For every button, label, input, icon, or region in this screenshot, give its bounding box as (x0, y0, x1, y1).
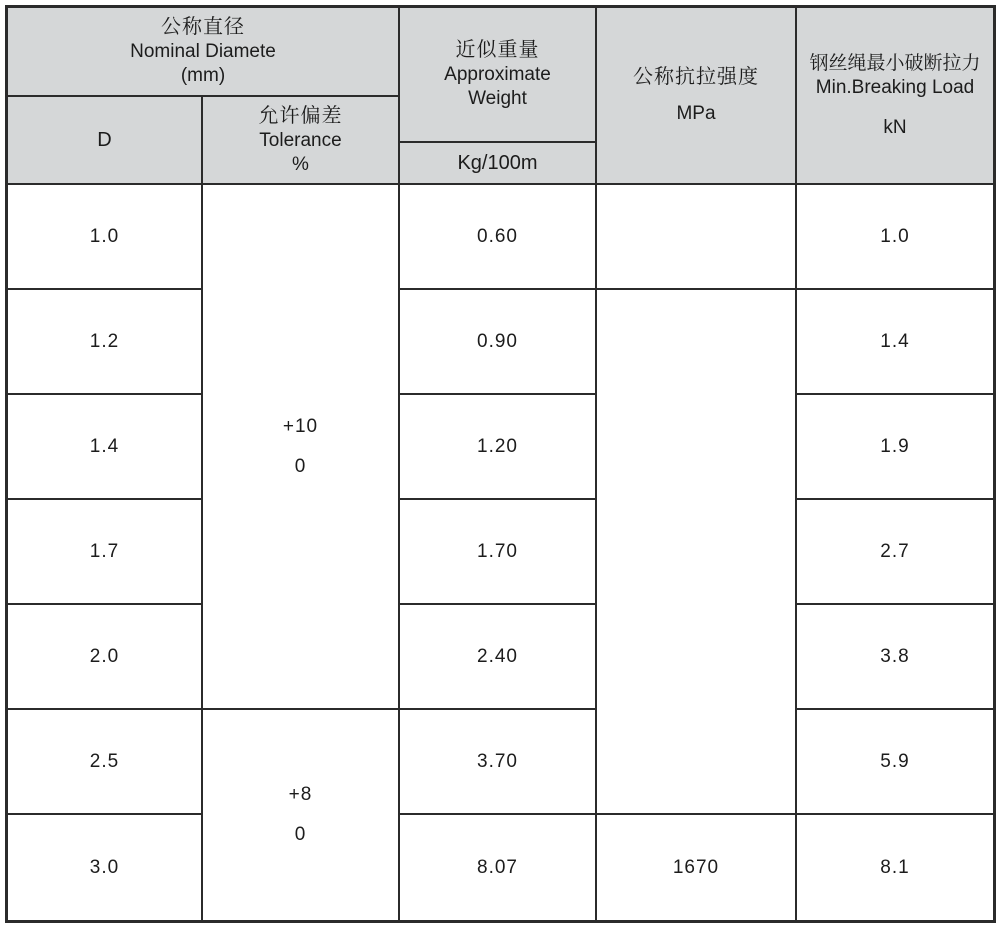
header-kg-per-100m (400, 143, 597, 185)
breaking-load-value: 1.4 (880, 330, 910, 352)
header-tolerance-zh: 允许偏差 (258, 104, 343, 127)
diameter-value: 3.0 (89, 856, 120, 878)
spec-table (5, 5, 996, 923)
header-breaking-load-zh: 钢丝绳最小破断拉力 (809, 53, 981, 74)
header-breaking-load-unit: kN (883, 117, 907, 138)
header-approximate-weight-en2: Weight (468, 88, 527, 109)
cell-tolerance-group1 (203, 185, 400, 710)
header-nominal-diameter-unit: (mm) (180, 65, 226, 86)
diameter-value: 2.5 (89, 750, 120, 772)
cell-weight-row3 (400, 395, 597, 500)
tensile-strength-value: 1670 (672, 856, 720, 878)
header-nominal-diameter-zh: 公称直径 (161, 16, 245, 38)
header-tolerance-unit: % (292, 153, 309, 175)
cell-diameter-row7 (8, 815, 203, 920)
weight-value: 8.07 (477, 856, 518, 878)
cell-diameter-row5 (8, 605, 203, 710)
cell-breaking-load-row5 (797, 605, 993, 710)
cell-breaking-load-row7 (797, 815, 993, 920)
header-tensile-strength (597, 8, 797, 185)
header-tensile-strength-unit: MPa (676, 103, 716, 124)
header-d-label: D (97, 129, 112, 151)
cell-tensile-value (597, 815, 797, 920)
weight-value: 1.70 (477, 540, 518, 562)
cell-tolerance-group2 (203, 710, 400, 920)
header-tensile-strength-zh: 公称抗拉强度 (633, 66, 759, 88)
cell-breaking-load-row3 (797, 395, 993, 500)
diameter-value: 1.2 (89, 330, 120, 352)
weight-value: 3.70 (477, 750, 518, 772)
header-breaking-load (797, 8, 993, 185)
cell-breaking-load-row6 (797, 710, 993, 815)
cell-weight-row5 (400, 605, 597, 710)
diameter-value: 1.7 (89, 540, 120, 562)
header-nominal-diameter (8, 8, 400, 97)
cell-weight-row2 (400, 290, 597, 395)
cell-tensile-empty-rows2-6 (597, 290, 797, 815)
cell-diameter-row1 (8, 185, 203, 290)
breaking-load-value: 1.0 (880, 225, 910, 247)
header-d (8, 97, 203, 185)
breaking-load-value: 8.1 (880, 856, 910, 878)
cell-diameter-row2 (8, 290, 203, 395)
tolerance-lower: 0 (294, 824, 307, 845)
header-nominal-diameter-en: Nominal Diamete (130, 41, 276, 62)
weight-value: 0.60 (477, 225, 518, 247)
header-tolerance (203, 97, 400, 185)
cell-breaking-load-row4 (797, 500, 993, 605)
cell-tensile-empty-row1 (597, 185, 797, 290)
diameter-value: 1.4 (89, 435, 120, 457)
header-breaking-load-en: Min.Breaking Load (815, 77, 975, 98)
header-kg-per-100m-label: Kg/100m (457, 152, 538, 174)
weight-value: 1.20 (477, 435, 518, 457)
diameter-value: 2.0 (89, 645, 120, 667)
cell-diameter-row4 (8, 500, 203, 605)
breaking-load-value: 3.8 (880, 645, 910, 667)
cell-diameter-row3 (8, 395, 203, 500)
cell-weight-row7 (400, 815, 597, 920)
cell-weight-row4 (400, 500, 597, 605)
weight-value: 0.90 (477, 330, 518, 352)
weight-value: 2.40 (477, 645, 518, 667)
tolerance-lower: 0 (294, 455, 307, 477)
breaking-load-value: 5.9 (880, 750, 910, 772)
cell-breaking-load-row1 (797, 185, 993, 290)
header-tolerance-en: Tolerance (259, 129, 342, 151)
header-approximate-weight (400, 8, 597, 143)
breaking-load-value: 1.9 (880, 435, 910, 457)
cell-breaking-load-row2 (797, 290, 993, 395)
tolerance-upper: +10 (282, 415, 319, 437)
breaking-load-value: 2.7 (880, 540, 910, 562)
header-approximate-weight-zh: 近似重量 (455, 39, 540, 61)
diameter-value: 1.0 (89, 225, 120, 247)
cell-diameter-row6 (8, 710, 203, 815)
header-approximate-weight-en1: Approximate (444, 64, 551, 85)
tolerance-upper: +8 (288, 784, 313, 805)
cell-weight-row6 (400, 710, 597, 815)
cell-weight-row1 (400, 185, 597, 290)
